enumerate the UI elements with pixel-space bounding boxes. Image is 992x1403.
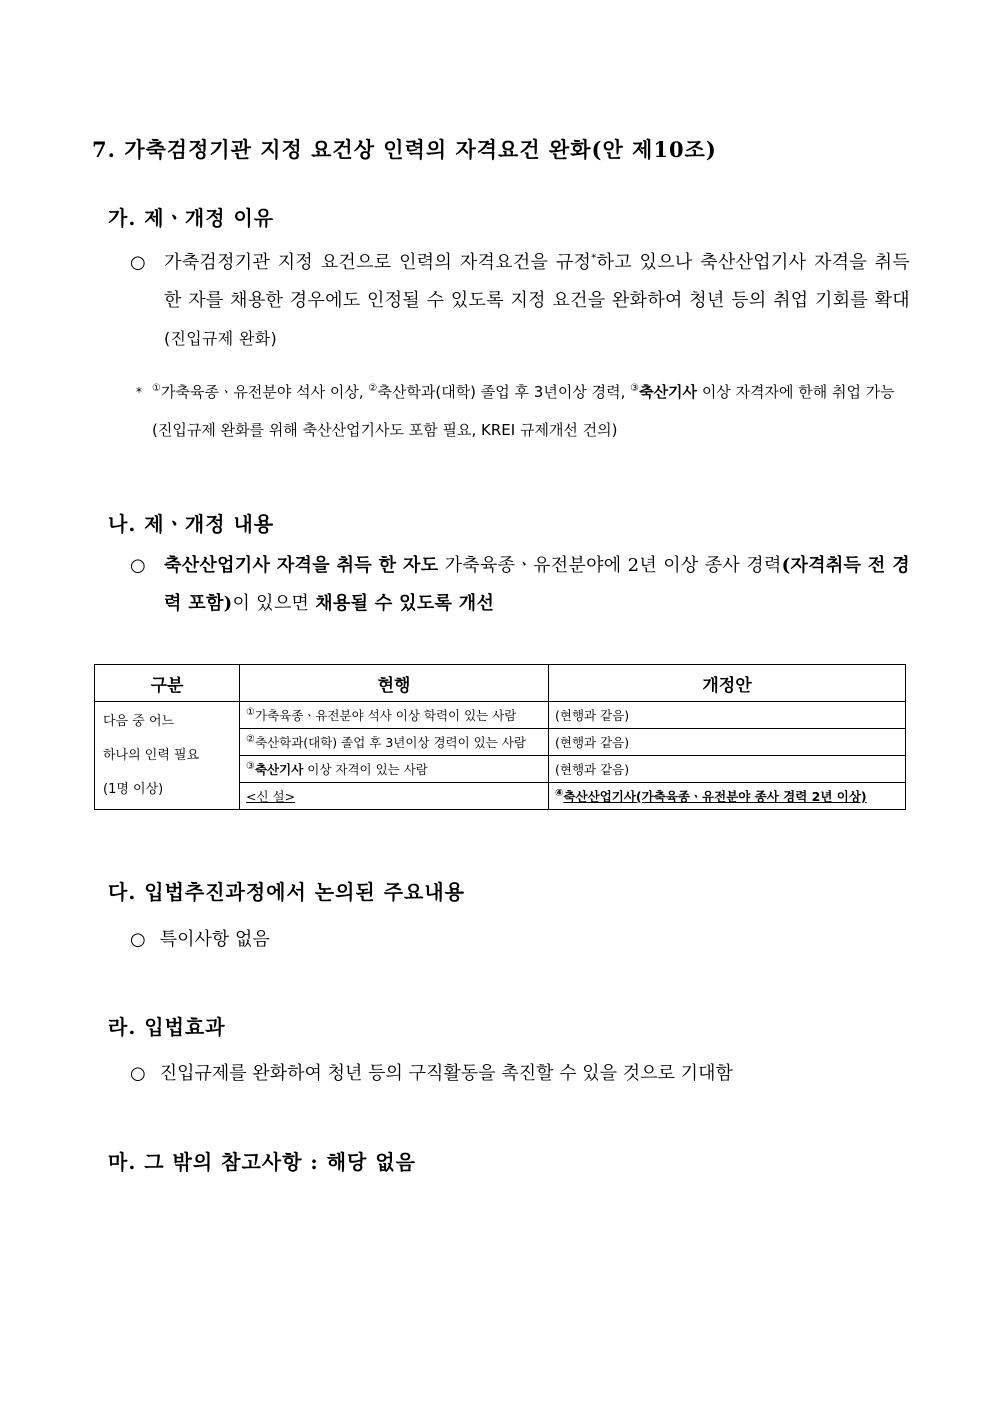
subsection-title-discussion: 다. 입법추진과정에서 논의된 주요내용 — [108, 880, 465, 904]
subsection-title-reason: 가. 제ㆍ개정 이유 — [108, 206, 275, 230]
table-cell-current: <신 설> — [240, 783, 549, 810]
table-cell-proposed: (현행과 같음) — [549, 702, 906, 729]
circle-bullet-icon: ○ — [130, 555, 147, 576]
table-header-row — [95, 665, 906, 702]
table-cell-proposed: (현행과 같음) — [549, 756, 906, 783]
table-header: 현행 — [240, 665, 549, 702]
reason-paragraph — [130, 244, 910, 358]
table-cell-proposed: ④축산산업기사(가축육종ㆍ유전분야 종사 경력 2년 이상) — [549, 783, 906, 810]
table-header: 구분 — [95, 665, 240, 702]
effect-item: ○ 진입규제를 완화하여 청년 등의 구직활동을 촉진할 수 있을 것으로 기대함 — [130, 1063, 733, 1084]
content-paragraph: ○ 축산산업기사 자격을 취득 한 자도 가축육종ㆍ유전분야에 2년 이상 종사 경력(자격취득 전 경력 포함)이 있으면 채용될 수 있도록 개선 — [130, 547, 910, 623]
table-row — [95, 702, 906, 729]
circle-bullet-icon: ○ — [130, 929, 146, 950]
discussion-item: ○ 특이사항 없음 — [130, 929, 270, 950]
table-cell-current: ②축산학과(대학) 졸업 후 3년이상 경력이 있는 사람 — [240, 729, 549, 756]
table-cell-current: ③축산기사 이상 자격이 있는 사람 — [240, 756, 549, 783]
subsection-title-reference: 마. 그 밖의 참고사항 : 해당 없음 — [108, 1150, 416, 1174]
table-header: 개정안 — [549, 665, 906, 702]
table-cell-proposed: (현행과 같음) — [549, 729, 906, 756]
footnote-star: * — [136, 385, 142, 399]
table-cell-current: ①가축육종ㆍ유전분야 석사 이상 학력이 있는 사람 — [240, 702, 549, 729]
table-group-cell: 다음 중 어느 하나의 인력 필요 (1명 이상) — [95, 702, 240, 810]
comparison-table — [94, 664, 906, 810]
circle-bullet-icon: ○ — [130, 1063, 146, 1084]
section-heading: 7. 가축검정기관 지정 요건상 인력의 자격요건 완화(안 제10조) — [92, 137, 717, 162]
subsection-title-content: 나. 제ㆍ개정 내용 — [108, 512, 275, 536]
reason-footnote: * ①가축육종ㆍ유전분야 석사 이상, ②축산학과(대학) 졸업 후 3년이상 경력, ③축산기사 이상 자격자에 한해 취업 가능(진입규제 완화를 위해 축산산업기사도 포함 필요, KREI 규제개선 건의) — [136, 373, 906, 449]
reason-text: 가축검정기관 지정 요건으로 인력의 자격요건을 규정*하고 있으나 축산산업기사 자격을 취득한 자를 채용한 경우에도 인정될 수 있도록 지정 요건을 완화하여 청년 등의 취업 기회를 확대(진입규제 완화) — [164, 252, 910, 348]
subsection-title-effect: 라. 입법효과 — [108, 1015, 226, 1039]
circle-bullet-icon: ○ — [130, 252, 147, 273]
